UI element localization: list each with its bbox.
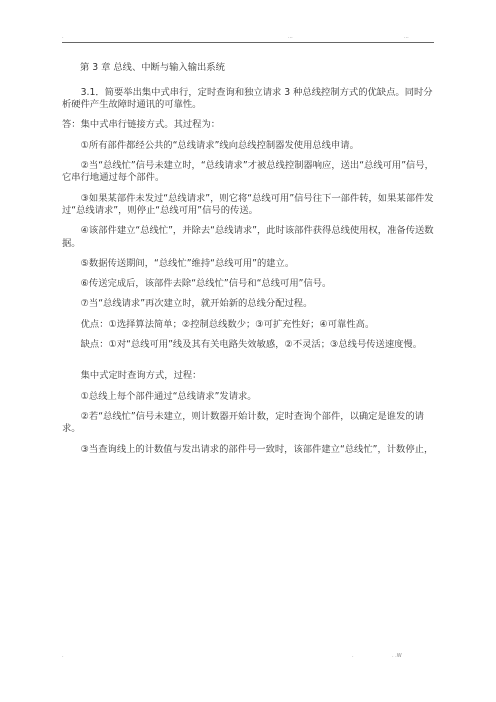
polling-step: ②若“总线忙”信号未建立，则计数器开始计数，定时查询个部件，以确定是谁发的请求。 (62, 410, 424, 435)
polling-step: ③当查询线上的计数值与发出请求的部件号一致时，该部件建立“总线忙”，计数停止， (80, 443, 434, 455)
daisy-chain-step: ①所有部件都经公共的“总线请求”线向总线控制器发使用总线申请。 (80, 139, 359, 151)
daisy-chain-step: ⑥传送完成后，该部件去除“总线忙”信号和“总线可用”信号。 (80, 278, 332, 290)
answer-intro: 答：集中式串行链接方式。其过程为： (62, 119, 221, 131)
daisy-chain-step: ②当“总线忙”信号未建立时，“总线请求”才被总线控制器响应，送出“总线可用”信号，它串行地通过每个部件。 (62, 159, 434, 184)
header-mark-left: . (62, 34, 64, 40)
polling-intro: 集中式定时查询方式，过程： (80, 370, 202, 382)
footer-mark-middle: . (352, 653, 354, 659)
chapter-title: 第 3 章 总线、中断与输入输出系统 (80, 62, 225, 73)
daisy-chain-step: ⑦当“总线请求”再次建立时，就开始新的总线分配过程。 (80, 298, 313, 310)
header-rule (62, 42, 434, 43)
daisy-chain-step: ⑤数据传送期间，“总线忙”维持“总线可用”的建立。 (80, 258, 295, 270)
daisy-chain-cons: 缺点：①对“总线可用”线及其有关电路失效敏感，②不灵活；③总线号传送速度慢。 (80, 338, 423, 350)
daisy-chain-step: ③如果某部件未发过“总线请求”，则它将“总线可用”信号往下一部件转，如果某部件发过“总线请求”，则停止“总线可用”信号的传送。 (62, 192, 434, 217)
polling-step: ①总线上每个部件通过“总线请求”发请求。 (80, 390, 257, 402)
footer-mark-left: . (62, 653, 64, 659)
daisy-chain-step: ④该部件建立“总线忙”，并除去“总线请求”，此时该部件获得总线使用权，准备传送数据。 (62, 225, 434, 249)
daisy-chain-pros: 优点：①选择算法简单；②控制总线数少；③可扩充性好；④可靠性高。 (80, 318, 375, 330)
header-mark-middle: ... (288, 34, 293, 40)
header-mark-right: ... (404, 34, 409, 40)
document-body (62, 62, 434, 456)
footer-mark-right: . .W (392, 653, 402, 659)
question-text: 3.1．简要举出集中式串行，定时查询和独立请求 3 种总线控制方式的优缺点。同时分析硬件产生故障时通讯的可靠性。 (62, 86, 433, 111)
